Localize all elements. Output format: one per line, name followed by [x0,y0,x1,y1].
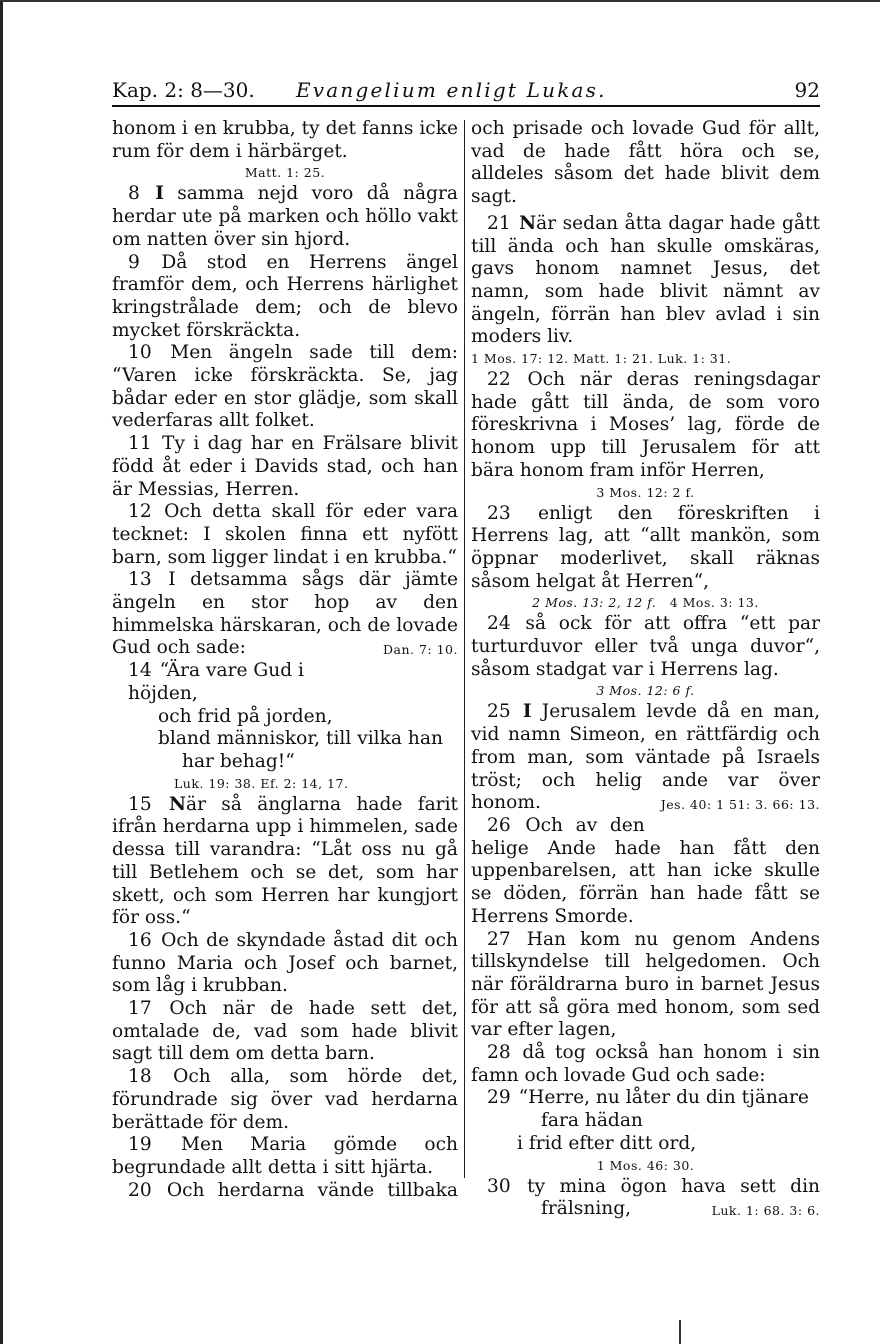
verse-number: 24 [487,613,511,635]
verse-25 [471,701,820,815]
verse-text: I detsamma sågs där jämte ängeln en stor hop av den himmelska härskaran, och de lovade Gud och sade: [112,569,458,659]
cross-reference: Luk. 19: 38. Ef. 2: 14, 17. [174,775,349,791]
poem-text: frälsning, [541,1198,632,1220]
verse-text: är sedan åtta dagar hade gått till ända och han skulle omskäras, gavs honom namnet Jesus, det namn, som hade blivit nämnt av ängeln, förrän han blev avlad i sin moders liv. [471,212,820,348]
verse-29-poem [471,1087,820,1155]
verse-number: 13 [128,569,152,591]
page-number: 92 [794,78,820,102]
verse-continuation: honom i en krubba, ty det fanns icke rum för dem i härbärget. [112,118,458,162]
verse-30-poem [471,1176,820,1221]
verse-text: samma nejd voro då några herdar ute på marken och höllo vakt om natten över sin hjord. [112,183,458,250]
cross-reference: Jes. 40: 1 51: 3. 66: 13. [660,797,820,813]
verse-27 [471,929,820,1043]
section-initial: I [522,701,532,723]
verse-text: Och när de hade sett det, omtalade de, vad som hade blivit sagt till dem om detta barn. [112,998,458,1065]
verse-19 [112,1134,458,1179]
verse-text: då tog också han honom i sin famn och lovade Gud och sade: [471,1042,820,1086]
cross-reference: Dan. 7: 10. [383,642,458,658]
verse-number: 10 [128,342,152,364]
verse-21 [471,213,820,349]
cross-reference: 1 Mos. 46: 30. [596,1157,695,1173]
verse-number: 28 [487,1042,511,1064]
cross-reference: Matt. 1: 25. [244,165,326,181]
verse-10 [112,342,458,433]
cross-reference [471,593,820,613]
verse-text: Och när deras reningsdagar hade gått till ända, de som voro föreskrivna i Moses’ lag, förde de honom upp till Jerusalem för att bära honom fram inför Herren, [471,369,820,481]
verse-number: 18 [128,1066,152,1088]
verse-number: 15 [128,793,152,815]
verse-text: Och av den helige Ande hade han fått den uppenbarelsen, att han icke skulle se döden, förrän han hade fått se Herrens Smorde. [471,814,820,927]
verse-23 [471,503,820,594]
verse-20 [112,1180,458,1203]
verse-9 [112,252,458,343]
poem-line: fara hädan [541,1110,643,1132]
verse-text: så ock för att offra “ett par turturduvor eller två unga duvor“, såsom stadgat var i Herrens lag. [471,613,820,680]
verse-number: 14 [128,660,152,682]
poem-line [471,1176,820,1199]
verse-number: 20 [128,1179,152,1201]
verse-28 [471,1042,820,1087]
running-header [112,72,820,104]
poem-text: “Herre, nu låter du din tjänare [518,1087,809,1109]
verse-text: Och detta skall för eder vara tecknet: I skolen finna ett nyfött barn, som ligger lindat i en krubba.“ [112,501,458,568]
verse-12 [112,501,458,569]
poem-line [471,1087,820,1110]
verse-text: Jerusalem levde då en man, vid namn Simeon, en rättfärdig och from man, som väntade på Israels tröst; och helig ande var över honom. [471,701,820,814]
book-title: Evangelium enligt Lukas. [296,78,607,102]
verse-text: Och herdarna vände tillbaka [166,1179,458,1201]
verse-number: 8 [128,183,140,205]
left-column [112,118,458,1202]
column-divider [464,120,465,1178]
verse-text: Men ängeln sade till dem: “Varen icke förskräckta. Se, jag bådar eder en stor glädje, som skall vederfaras allt folket. [112,342,458,432]
verse-text: Och alla, som hörde det, förundrade sig över vad herdarna berättade för dem. [112,1066,458,1133]
verse-text: Då stod en Herrens ängel framför dem, och Herrens härlighet kringstrålade dem; och de blevo mycket förskräckta. [112,251,458,341]
verse-13 [112,569,458,660]
poem-line: i frid efter ditt ord, [517,1132,697,1154]
page-edge-top [0,0,880,2]
verse-number: 17 [128,998,152,1020]
poem-line: och frid på jorden, [158,705,333,727]
verse-number: 19 [128,1134,152,1156]
reference-part: 4 Mos. 3: 13. [669,595,759,611]
cross-reference: Luk. 1: 68. 3: 6. [711,1203,820,1219]
verse-number: 9 [128,251,140,273]
verse-text: enligt den föreskriften i Herrens lag, att “allt mankön, som öppnar moderlivet, skall räknas såsom helgat åt Herren“, [471,502,820,592]
verse-number: 26 [487,814,511,836]
verse-18 [112,1066,458,1134]
chapter-reference: Kap. 2: 8—30. [112,78,255,102]
verse-number: 11 [128,433,152,455]
verse-15 [112,794,458,930]
reference-part: 2 Mos. 13: 2, 12 f. [532,595,657,611]
page-edge-left [0,0,3,1344]
section-initial: N [168,793,186,815]
section-initial: N [519,212,537,234]
verse-26 [471,815,820,929]
verse-number: 22 [487,369,511,391]
verse-text: Och de skyndade åstad dit och funno Maria och Josef och barnet, som låg i krubban. [112,929,458,997]
poem-text: “Ära vare Gud i höjden, [128,660,304,704]
verse-text: är så änglarna hade farit ifrån herdarna upp i himmelen, sade dessa till varandra: “Låt oss nu gå till Betlehem och se det, som har skett, och som Herren har kungjort för oss.“ [112,793,458,929]
verse-number: 29 [487,1087,511,1109]
verse-text: Men Maria gömde och begrundade allt detta i sitt hjärta. [112,1134,458,1178]
verse-14-poem [112,660,458,774]
verse-16 [112,930,458,998]
cross-reference: 3 Mos. 12: 2 f. [596,484,695,500]
page-edge-mark [679,1320,681,1344]
header-rule [112,105,820,107]
verse-number: 23 [487,502,511,524]
verse-number: 12 [128,501,152,523]
verse-24 [471,613,820,681]
right-column [471,118,820,1223]
verse-8 [112,183,458,251]
verse-number: 27 [487,928,511,950]
section-initial: I [155,183,164,205]
verse-11 [112,433,458,501]
poem-line: har behag!“ [182,750,295,772]
verse-number: 25 [487,701,511,723]
verse-number: 16 [128,929,152,951]
poem-line [471,1198,820,1221]
verse-text: Han kom nu genom Andens tillskyndelse till helgedomen. Och när föräldrarna buro in barnet Jesus för att så göra med honom, som sed var efter lagen, [471,928,820,1041]
cross-reference: 3 Mos. 12: 6 f. [596,683,695,699]
cross-reference: 1 Mos. 17: 12. Matt. 1: 21. Luk. 1: 31. [471,351,732,367]
poem-line [112,660,458,705]
verse-number: 30 [487,1175,511,1197]
verse-text: Ty i dag har en Frälsare blivit född åt eder i Davids stad, och han är Messias, Herren. [112,433,458,500]
poem-text: ty mina ögon hava sett din [527,1175,820,1197]
verse-continuation: och prisade och lovade Gud för allt, vad de hade fått höra och se, alldeles såsom det hade blivit dem sagt. [471,118,820,208]
verse-22 [471,369,820,483]
poem-line: bland människor, till vilka han [158,728,443,750]
verse-17 [112,998,458,1066]
verse-number: 21 [487,212,511,234]
